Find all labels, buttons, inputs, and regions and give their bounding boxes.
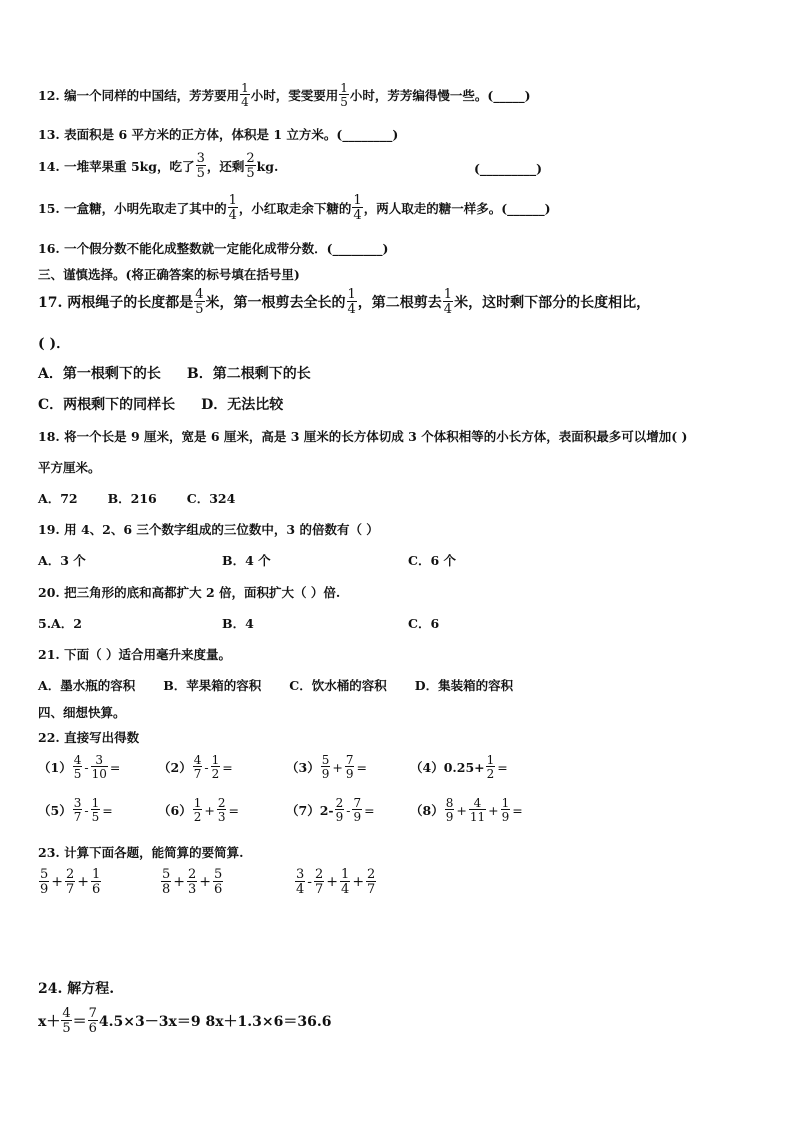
section-3-heading: 三、谨慎选择。(将正确答案的标号填在括号里)	[38, 267, 300, 282]
option-a[interactable]: A．第一根剩下的长	[38, 366, 161, 382]
calc-item-6: （6） $\frac{1}{2}$ + $\frac{2}{3}$ =	[158, 796, 239, 824]
option-b[interactable]: B．苹果箱的容积	[163, 678, 262, 693]
question-22-title: 22. 直接写出得数	[38, 730, 140, 745]
option-a[interactable]: A．72	[38, 491, 78, 506]
question-17: 17. 两根绳子的长度都是 $\frac{4}{5}$ 米，第一根剪去全长的 $\frac{1}{4}$ ，第二根剪去 $\frac{1}{4}$ 米，这时剩下部分的长度相比，	[38, 287, 651, 317]
calc-item-3: （3） $\frac{5}{9}$ + $\frac{7}{9}$ =	[286, 753, 367, 781]
calc-item-7: （7）2- $\frac{2}{9}$ - $\frac{7}{9}$ =	[286, 796, 375, 824]
option-b[interactable]: B．4	[222, 616, 254, 631]
calc-item-1: （1） $\frac{4}{5}$ - $\frac{3}{10}$ =	[38, 753, 121, 781]
fraction: $\frac{1}{4}$	[347, 287, 356, 317]
option-d[interactable]: D．集装箱的容积	[414, 678, 514, 693]
question-18-cont: 平方厘米。	[38, 460, 101, 475]
fraction: $\frac{1}{4}$	[241, 81, 249, 109]
option-c[interactable]: C．两根剩下的同样长	[38, 397, 176, 413]
question-23-title: 23. 计算下面各题，能简算的要简算.	[38, 845, 244, 860]
question-13: 13. 表面积是 6 平方米的正方体，体积是 1 立方米。(________)	[38, 127, 399, 142]
simplify-expr-2: $\frac{5}{8}$ + $\frac{2}{3}$ + $\frac{5}{6}$	[162, 867, 223, 897]
fraction: $\frac{4}{5}$	[195, 287, 204, 317]
answer-blank-14[interactable]: (_________)	[474, 161, 543, 176]
simplify-expr-3: $\frac{3}{4}$ - $\frac{2}{7}$ + $\frac{1}{4}$ + $\frac{2}{7}$	[296, 867, 376, 897]
simplify-expr-1: $\frac{5}{9}$ + $\frac{2}{7}$ + $\frac{1}{6}$	[40, 867, 101, 897]
fraction: $\frac{3}{5}$	[196, 151, 205, 181]
option-c[interactable]: C．6	[408, 616, 440, 631]
question-24-equations: x＋ $\frac{4}{5}$ ＝ $\frac{7}{6}$ 4.5×3－3x＝9 8x＋1.3×6＝36.6	[38, 1006, 332, 1036]
option-a[interactable]: A．墨水瓶的容积	[38, 678, 136, 693]
option-a[interactable]: A．3 个	[38, 553, 86, 568]
fraction: $\frac{1}{4}$	[353, 193, 362, 223]
question-21-options	[38, 676, 513, 694]
calc-item-5: （5） $\frac{3}{7}$ - $\frac{1}{5}$ =	[38, 796, 113, 824]
option-c[interactable]: C．324	[186, 491, 236, 506]
option-b[interactable]: B．216	[107, 491, 157, 506]
fraction: $\frac{1}{4}$	[443, 287, 453, 317]
question-24-title: 24. 解方程.	[38, 981, 115, 997]
question-15: 15. 一盒糖，小明先取走了其中的 $\frac{1}{4}$ ，小红取走余下糖的 $\frac{1}{4}$ ，两人取走的糖一样多。(______)	[38, 193, 551, 223]
question-17-options-row2	[38, 394, 283, 414]
section-4-heading: 四、细想快算。	[38, 705, 126, 720]
calc-item-2: （2） $\frac{4}{7}$ - $\frac{1}{2}$ =	[158, 753, 233, 781]
question-18-options	[38, 489, 235, 507]
question-16: 16. 一个假分数不能化成整数就一定能化成带分数．(________)	[38, 241, 389, 256]
option-b[interactable]: B．第二根剩下的长	[186, 366, 311, 382]
calc-item-8: （8） $\frac{8}{9}$ + $\frac{4}{11}$ + $\frac{1}{9}$ =	[410, 796, 523, 824]
fraction: $\frac{1}{5}$	[340, 81, 348, 109]
question-19: 19. 用 4、2、6 三个数字组成的三位数中，3 的倍数有（ ）	[38, 522, 379, 537]
question-21: 21. 下面（ ）适合用毫升来度量。	[38, 647, 231, 662]
question-14: 14. 一堆苹果重 5kg，吃了 $\frac{3}{5}$ ，还剩 $\frac{2}{5}$ kg.	[38, 151, 279, 181]
option-c[interactable]: C．6 个	[408, 553, 456, 568]
option-c[interactable]: C．饮水桶的容积	[289, 678, 387, 693]
question-20: 20. 把三角形的底和高都扩大 2 倍，面积扩大（ ）倍.	[38, 585, 341, 600]
fraction: $\frac{2}{5}$	[246, 151, 255, 181]
option-d[interactable]: D．无法比较	[201, 397, 284, 413]
question-17-paren: ( )．	[38, 336, 71, 352]
fraction: $\frac{1}{4}$	[228, 193, 237, 223]
question-18: 18. 将一个长是 9 厘米，宽是 6 厘米，高是 3 厘米的长方体切成 3 个体积相等的小长方体，表面积最多可以增加( )	[38, 429, 688, 444]
question-12: 12. 编一个同样的中国结，芳芳要用 $\frac{1}{4}$ 小时，雯雯要用 $\frac{1}{5}$ 小时，芳芳编得慢一些。(_____)	[38, 81, 531, 109]
option-a[interactable]: 5.A．2	[38, 616, 82, 631]
calc-item-4: （4）0.25+ $\frac{1}{2}$ =	[410, 753, 508, 781]
question-17-options-row1	[38, 363, 311, 383]
option-b[interactable]: B．4 个	[222, 553, 271, 568]
